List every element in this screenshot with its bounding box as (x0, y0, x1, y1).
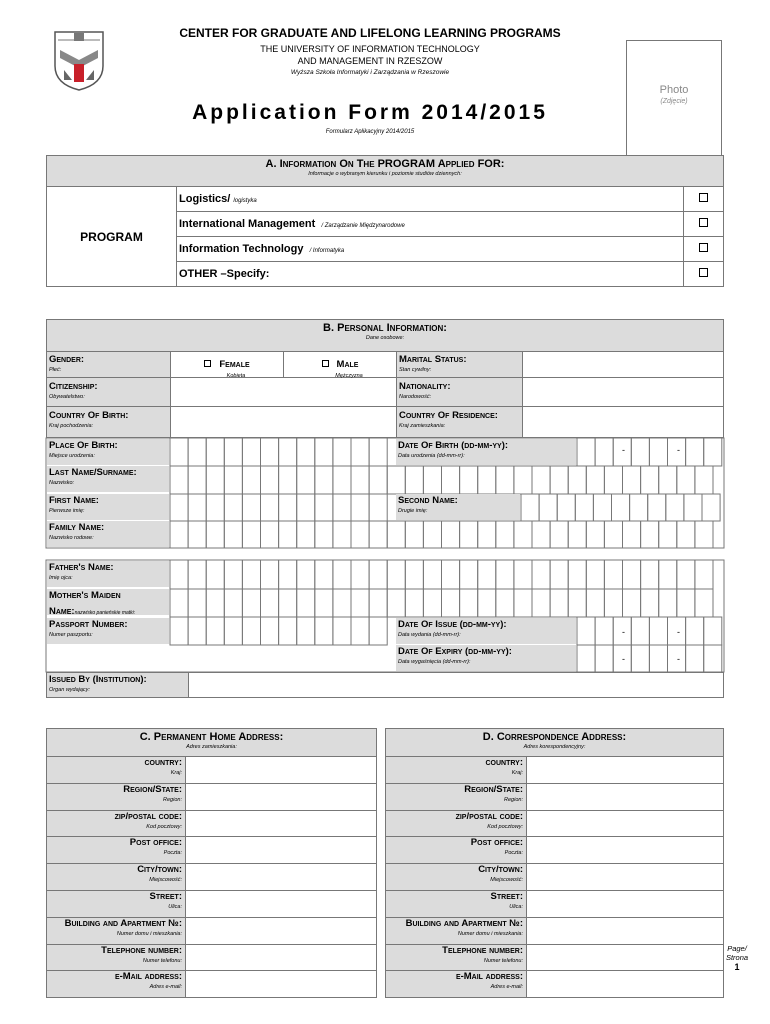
fathers-name-char-box[interactable] (242, 560, 260, 589)
dob-char-box[interactable] (649, 438, 667, 466)
passport-char-box[interactable] (224, 617, 242, 645)
mothers-name-char-box[interactable] (478, 589, 496, 617)
last-name-char-box[interactable] (423, 466, 441, 494)
address-label: Building and Apartment №: Numer domu i mieszkania: (386, 917, 527, 944)
correspondence-address-section (385, 728, 724, 998)
doi-char-box[interactable] (649, 617, 667, 645)
fathers-name-char-box[interactable] (532, 560, 550, 589)
family-name-char-box[interactable] (478, 521, 496, 548)
section-a-title: A. Information On The PROGRAM Applied FOR: Informacje o wybranym kierunku i poziomie studiów dziennych: (47, 156, 724, 187)
fathers-name-char-box[interactable] (695, 560, 713, 589)
dob-char-box[interactable] (595, 438, 613, 466)
dob-char-box[interactable] (686, 438, 704, 466)
date-of-birth-label: Date Of Birth (dd-mm-yy): Data urodzenia (dd-mm-rr): (396, 439, 576, 465)
pob-char-box[interactable] (206, 438, 224, 466)
date-of-expiry-label: Date Of Expiry (dd-mm-yy): Data wygaśnięcia (dd-mm-rr): (396, 645, 576, 671)
mothers-name-char-box[interactable] (387, 589, 405, 617)
address-label: e-Mail address: Adres e-mail: (386, 971, 527, 998)
address-row (47, 944, 377, 971)
fathers-name-char-box[interactable] (496, 560, 514, 589)
pob-char-box[interactable] (279, 438, 297, 466)
mothers-name-char-box[interactable] (261, 589, 279, 617)
mothers-name-char-box[interactable] (188, 589, 206, 617)
family-name-char-box[interactable] (641, 521, 659, 548)
dob-char-box[interactable] (577, 438, 595, 466)
address-field[interactable] (527, 810, 724, 837)
dob-dash-1: - (622, 445, 625, 455)
second-name-char-box[interactable] (575, 494, 593, 521)
issued-by-label: Issued By (Institution): Organ wydający: (47, 673, 189, 697)
fathers-name-label: Father's Name: Imię ojca: (47, 561, 169, 587)
fathers-name-char-box[interactable] (478, 560, 496, 589)
fathers-name-char-box[interactable] (604, 560, 622, 589)
passport-number-label: Passport Number: Numer paszportu: (47, 618, 169, 644)
family-name-char-box[interactable] (242, 521, 260, 548)
fathers-name-char-box[interactable] (170, 560, 188, 589)
fathers-name-char-box[interactable] (641, 560, 659, 589)
address-field[interactable] (186, 757, 377, 784)
address-label: City/town: Miejscowość: (386, 864, 527, 891)
pob-char-box[interactable] (297, 438, 315, 466)
pob-char-box[interactable] (315, 438, 333, 466)
fathers-name-char-box[interactable] (261, 560, 279, 589)
place-of-birth-label: Place Of Birth: Miejsce urodzenia: (47, 439, 169, 465)
mothers-name-char-box[interactable] (297, 589, 315, 617)
fathers-name-char-box[interactable] (369, 560, 387, 589)
family-name-char-box[interactable] (206, 521, 224, 548)
mothers-name-char-box[interactable] (423, 589, 441, 617)
pob-char-box[interactable] (170, 438, 188, 466)
address-row (47, 837, 377, 864)
doe-char-box[interactable] (686, 645, 704, 672)
passport-char-box[interactable] (315, 617, 333, 645)
last-name-char-box[interactable] (677, 466, 695, 494)
family-name-char-box[interactable] (387, 521, 405, 548)
last-name-char-box[interactable] (297, 466, 315, 494)
fathers-name-char-box[interactable] (387, 560, 405, 589)
family-name-char-box[interactable] (423, 521, 441, 548)
address-row (386, 783, 724, 810)
mothers-name-char-box[interactable] (623, 589, 641, 617)
last-name-char-box[interactable] (478, 466, 496, 494)
mothers-name-char-box[interactable] (170, 589, 188, 617)
passport-char-box[interactable] (206, 617, 224, 645)
fathers-name-char-box[interactable] (315, 560, 333, 589)
mothers-name-char-box[interactable] (532, 589, 550, 617)
first-name-char-box[interactable] (351, 494, 369, 521)
mothers-maiden-name-label: Mother's Maiden Name:nazwisko panieńskie matki: (47, 589, 169, 615)
second-name-char-box[interactable] (539, 494, 557, 521)
address-label: Street: Ulica: (47, 890, 186, 917)
address-field[interactable] (186, 917, 377, 944)
first-name-char-box[interactable] (333, 494, 351, 521)
doi-dash-2: - (677, 627, 680, 637)
mothers-name-char-box[interactable] (677, 589, 695, 617)
last-name-char-box[interactable] (550, 466, 568, 494)
fathers-name-char-box[interactable] (442, 560, 460, 589)
first-name-char-box[interactable] (297, 494, 315, 521)
last-name-char-box[interactable] (604, 466, 622, 494)
family-name-char-box[interactable] (351, 521, 369, 548)
photo-label: Photo (659, 84, 689, 96)
second-name-char-box[interactable] (684, 494, 702, 521)
family-name-char-box[interactable] (460, 521, 478, 548)
address-label: e-Mail address: Adres e-mail: (47, 971, 186, 998)
mothers-name-char-box[interactable] (568, 589, 586, 617)
family-name-label: Family Name: Nazwisko rodowe: (47, 521, 169, 547)
mothers-name-char-box[interactable] (351, 589, 369, 617)
doe-char-box[interactable] (631, 645, 649, 672)
first-name-char-box[interactable] (261, 494, 279, 521)
option-intl-management: International Management / Zarządzanie Międzynarodowe (177, 212, 684, 237)
fathers-name-char-box[interactable] (659, 560, 677, 589)
pob-char-box[interactable] (261, 438, 279, 466)
last-name-char-box[interactable] (242, 466, 260, 494)
mothers-name-char-box[interactable] (405, 589, 423, 617)
last-name-char-box[interactable] (387, 466, 405, 494)
first-name-char-box[interactable] (224, 494, 242, 521)
org-name: CENTER FOR GRADUATE AND LIFELONG LEARNING PROGRAMS (179, 26, 561, 40)
citizenship-label: Citizenship: Obywatelstwo: (47, 378, 170, 407)
family-name-char-box[interactable] (405, 521, 423, 548)
passport-char-box[interactable] (261, 617, 279, 645)
pob-char-box[interactable] (333, 438, 351, 466)
address-field[interactable] (527, 917, 724, 944)
last-name-char-box[interactable] (568, 466, 586, 494)
permanent-address-section (46, 728, 377, 998)
last-name-char-box[interactable] (695, 466, 713, 494)
passport-char-box[interactable] (242, 617, 260, 645)
doi-char-box[interactable] (631, 617, 649, 645)
fathers-name-char-box[interactable] (333, 560, 351, 589)
last-name-label: Last Name/Surname: Nazwisko: (47, 466, 169, 492)
mothers-name-char-box[interactable] (369, 589, 387, 617)
passport-char-box[interactable] (188, 617, 206, 645)
last-name-char-box[interactable] (460, 466, 478, 494)
second-name-char-box[interactable] (593, 494, 611, 521)
address-row (47, 890, 377, 917)
family-name-char-box[interactable] (659, 521, 677, 548)
address-label: Region/State: Region: (386, 783, 527, 810)
second-name-char-box[interactable] (702, 494, 720, 521)
first-name-char-box[interactable] (170, 494, 188, 521)
address-field[interactable] (527, 971, 724, 998)
last-name-char-box[interactable] (514, 466, 532, 494)
fathers-name-char-box[interactable] (586, 560, 604, 589)
pob-char-box[interactable] (242, 438, 260, 466)
second-name-char-box[interactable] (612, 494, 630, 521)
family-name-char-box[interactable] (496, 521, 514, 548)
family-name-char-box[interactable] (333, 521, 351, 548)
pob-char-box[interactable] (188, 438, 206, 466)
passport-char-box[interactable] (170, 617, 188, 645)
dob-dash-2: - (677, 445, 680, 455)
passport-char-box[interactable] (333, 617, 351, 645)
address-label: City/town: Miejscowość: (47, 864, 186, 891)
second-name-char-box[interactable] (666, 494, 684, 521)
form-title-pl: Formularz Aplikacyjny 2014/2015 (325, 129, 415, 135)
address-field[interactable] (527, 944, 724, 971)
address-field[interactable] (186, 810, 377, 837)
first-name-char-box[interactable] (188, 494, 206, 521)
passport-char-box[interactable] (351, 617, 369, 645)
last-name-char-box[interactable] (442, 466, 460, 494)
address-row (386, 944, 724, 971)
address-field[interactable] (527, 837, 724, 864)
gender-male[interactable]: Male Mężczyzna (283, 352, 396, 377)
passport-char-box[interactable] (297, 617, 315, 645)
last-name-char-box[interactable] (351, 466, 369, 494)
family-name-char-box[interactable] (188, 521, 206, 548)
university-name-pl: Wyższa Szkoła Informatyki i Zarządzania w Rzeszowie (290, 69, 450, 76)
last-name-char-box[interactable] (170, 466, 188, 494)
address-label: zip/postal code: Kod pocztowy: (386, 810, 527, 837)
fathers-name-char-box[interactable] (623, 560, 641, 589)
doi-dash-1: - (622, 627, 625, 637)
address-row (47, 864, 377, 891)
mothers-name-char-box[interactable] (641, 589, 659, 617)
last-name-char-box[interactable] (224, 466, 242, 494)
family-name-char-box[interactable] (279, 521, 297, 548)
fathers-name-char-box[interactable] (423, 560, 441, 589)
second-name-char-box[interactable] (648, 494, 666, 521)
last-name-char-box[interactable] (315, 466, 333, 494)
family-name-char-box[interactable] (261, 521, 279, 548)
mothers-name-char-box[interactable] (315, 589, 333, 617)
mothers-name-char-box[interactable] (550, 589, 568, 617)
fathers-name-char-box[interactable] (206, 560, 224, 589)
doe-char-box[interactable] (595, 645, 613, 672)
family-name-char-box[interactable] (369, 521, 387, 548)
doi-char-box[interactable] (595, 617, 613, 645)
family-name-char-box[interactable] (695, 521, 713, 548)
address-label: country: Kraj: (386, 757, 527, 784)
option-it: Information Technology / Informatyka (177, 237, 684, 262)
country-of-residence-label: Country Of Residence: Kraj zamieszkania: (396, 407, 522, 437)
family-name-char-box[interactable] (677, 521, 695, 548)
first-name-char-box[interactable] (369, 494, 387, 521)
gender-female[interactable]: Female Kobieta (170, 352, 283, 377)
last-name-char-box[interactable] (369, 466, 387, 494)
country-of-birth-label: Country Of Birth: Kraj pochodzenia: (47, 407, 170, 437)
address-row (386, 837, 724, 864)
last-name-char-box[interactable] (586, 466, 604, 494)
option-logistics: Logistics/ logistyka (177, 187, 684, 212)
fathers-name-char-box[interactable] (550, 560, 568, 589)
last-name-char-box[interactable] (623, 466, 641, 494)
address-row (47, 917, 377, 944)
address-row (47, 810, 377, 837)
first-name-char-box[interactable] (206, 494, 224, 521)
pob-char-box[interactable] (224, 438, 242, 466)
family-name-char-box[interactable] (442, 521, 460, 548)
address-row (386, 757, 724, 784)
gender-label: Gender: Płeć: (47, 352, 170, 377)
mothers-name-char-box[interactable] (604, 589, 622, 617)
address-label: Telephone number: Numer telefonu: (386, 944, 527, 971)
address-label: Street: Ulica: (386, 890, 527, 917)
passport-char-box[interactable] (369, 617, 387, 645)
mothers-name-char-box[interactable] (242, 589, 260, 617)
last-name-char-box[interactable] (405, 466, 423, 494)
section-b-title: B. Personal Information: Dane osobowe: (46, 319, 724, 352)
family-name-char-box[interactable] (170, 521, 188, 548)
photo-label-pl: (Zdjęcie) (660, 98, 688, 105)
fathers-name-char-box[interactable] (460, 560, 478, 589)
last-name-char-box[interactable] (496, 466, 514, 494)
first-name-char-box[interactable] (242, 494, 260, 521)
mothers-name-char-box[interactable] (333, 589, 351, 617)
last-name-char-box[interactable] (659, 466, 677, 494)
dob-char-box[interactable] (631, 438, 649, 466)
last-name-char-box[interactable] (188, 466, 206, 494)
family-name-char-box[interactable] (623, 521, 641, 548)
family-name-char-box[interactable] (568, 521, 586, 548)
doe-char-box[interactable] (577, 645, 595, 672)
address-field[interactable] (186, 944, 377, 971)
pob-char-box[interactable] (369, 438, 387, 466)
doi-char-box[interactable] (686, 617, 704, 645)
address-field[interactable] (186, 971, 377, 998)
address-label: zip/postal code: Kod pocztowy: (47, 810, 186, 837)
mothers-name-char-box[interactable] (460, 589, 478, 617)
address-field[interactable] (186, 783, 377, 810)
option-other[interactable]: OTHER –Specify: (177, 262, 684, 287)
last-name-char-box[interactable] (333, 466, 351, 494)
address-row (386, 890, 724, 917)
doi-char-box[interactable] (577, 617, 595, 645)
address-row (386, 971, 724, 998)
fathers-name-char-box[interactable] (297, 560, 315, 589)
address-row (47, 757, 377, 784)
doi-char-box[interactable] (704, 617, 722, 645)
fathers-name-char-box[interactable] (351, 560, 369, 589)
nationality-label: Nationality: Narodowość: (396, 378, 522, 407)
doe-char-box[interactable] (649, 645, 667, 672)
university-name: THE UNIVERSITY OF INFORMATION TECHNOLOGY AND MANAGEMENT IN RZESZOW (260, 44, 480, 66)
address-field[interactable] (186, 864, 377, 891)
fathers-name-char-box[interactable] (514, 560, 532, 589)
issued-by-row (46, 672, 724, 698)
first-name-char-box[interactable] (279, 494, 297, 521)
fathers-name-char-box[interactable] (279, 560, 297, 589)
address-field[interactable] (527, 757, 724, 784)
family-name-char-box[interactable] (532, 521, 550, 548)
fathers-name-char-box[interactable] (568, 560, 586, 589)
last-name-char-box[interactable] (532, 466, 550, 494)
issued-by-field[interactable] (189, 673, 723, 697)
address-label: Post office: Poczta: (47, 837, 186, 864)
section-c-title: C. Permanent Home Address: Adres zamieszkania: (47, 729, 377, 757)
mothers-name-char-box[interactable] (279, 589, 297, 617)
address-row (47, 971, 377, 998)
family-name-char-box[interactable] (514, 521, 532, 548)
mothers-name-char-box[interactable] (224, 589, 242, 617)
address-field[interactable] (186, 837, 377, 864)
doe-dash-1: - (622, 654, 625, 664)
last-name-char-box[interactable] (206, 466, 224, 494)
form-title: Application Form 2014/2015 (192, 101, 548, 124)
address-label: Building and Apartment №: Numer domu i mieszkania: (47, 917, 186, 944)
address-label: country: Kraj: (47, 757, 186, 784)
mothers-name-char-box[interactable] (695, 589, 713, 617)
address-field[interactable] (186, 890, 377, 917)
first-name-char-box[interactable] (315, 494, 333, 521)
address-field[interactable] (527, 864, 724, 891)
mothers-name-char-box[interactable] (496, 589, 514, 617)
address-row (386, 810, 724, 837)
mothers-name-char-box[interactable] (206, 589, 224, 617)
address-field[interactable] (527, 783, 724, 810)
address-field[interactable] (527, 890, 724, 917)
fathers-name-char-box[interactable] (677, 560, 695, 589)
address-label: Post office: Poczta: (386, 837, 527, 864)
fathers-name-char-box[interactable] (188, 560, 206, 589)
first-name-label: First Name: Pierwsze imię: (47, 494, 169, 520)
family-name-char-box[interactable] (550, 521, 568, 548)
fathers-name-char-box[interactable] (405, 560, 423, 589)
date-of-issue-label: Date Of Issue (dd-mm-yy): Data wydania (dd-mm-rr): (396, 618, 576, 644)
second-name-char-box[interactable] (630, 494, 648, 521)
mothers-name-char-box[interactable] (442, 589, 460, 617)
address-row (386, 864, 724, 891)
doe-char-box[interactable] (704, 645, 722, 672)
section-d-title: D. Correspondence Address: Adres korespondencyjny: (386, 729, 724, 757)
last-name-char-box[interactable] (261, 466, 279, 494)
address-label: Region/State: Region: (47, 783, 186, 810)
mothers-name-char-box[interactable] (659, 589, 677, 617)
family-name-char-box[interactable] (586, 521, 604, 548)
fathers-name-char-box[interactable] (224, 560, 242, 589)
marital-status-label: Marital Status: Stan cywilny: (396, 352, 522, 377)
address-row (47, 783, 377, 810)
page-number: Page/ Strona 1 (725, 944, 749, 972)
second-name-label: Second Name: Drugie imię: (396, 494, 520, 520)
dob-char-box[interactable] (704, 438, 722, 466)
program-label: PROGRAM (47, 187, 177, 287)
doe-dash-2: - (677, 654, 680, 664)
family-name-char-box[interactable] (297, 521, 315, 548)
last-name-char-box[interactable] (279, 466, 297, 494)
second-name-char-box[interactable] (557, 494, 575, 521)
address-row (386, 917, 724, 944)
mothers-name-char-box[interactable] (586, 589, 604, 617)
second-name-char-box[interactable] (521, 494, 539, 521)
family-name-char-box[interactable] (604, 521, 622, 548)
family-name-char-box[interactable] (224, 521, 242, 548)
last-name-char-box[interactable] (641, 466, 659, 494)
address-label: Telephone number: Numer telefonu: (47, 944, 186, 971)
mothers-name-char-box[interactable] (514, 589, 532, 617)
family-name-char-box[interactable] (315, 521, 333, 548)
pob-char-box[interactable] (351, 438, 369, 466)
passport-char-box[interactable] (279, 617, 297, 645)
